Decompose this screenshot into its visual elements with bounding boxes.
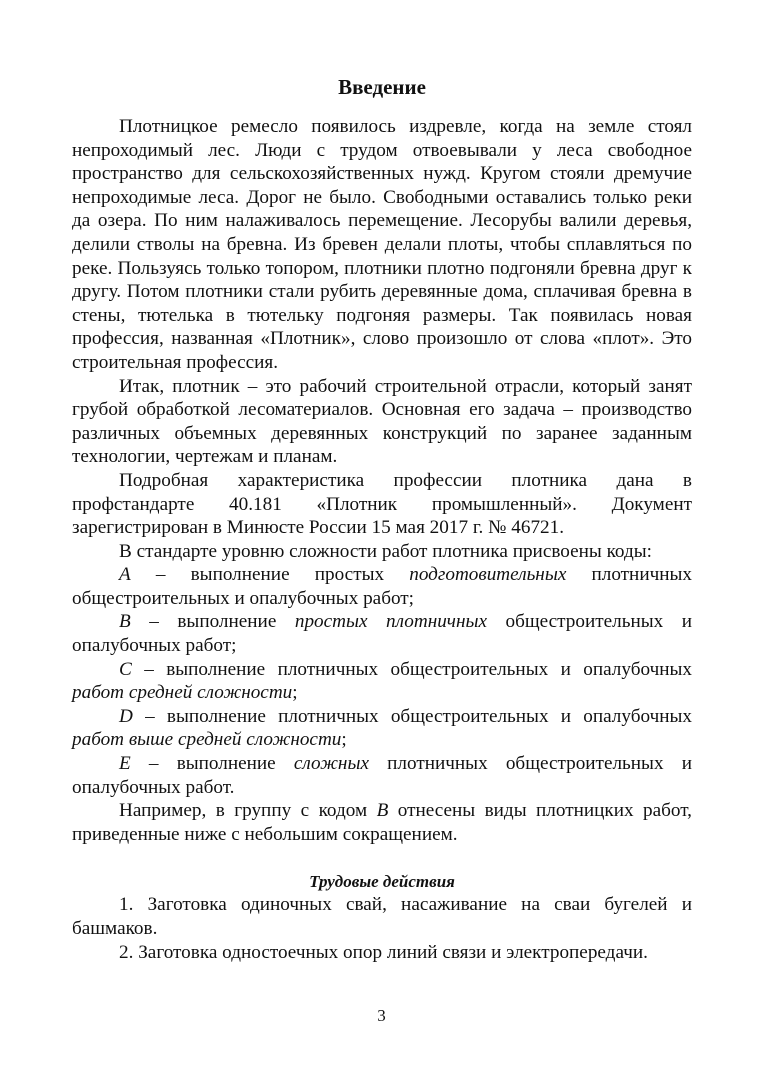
code-emphasis: сложных bbox=[293, 753, 369, 775]
example-letter: B bbox=[376, 800, 389, 822]
example-text: Например, в группу с кодом bbox=[119, 800, 377, 822]
code-item-b bbox=[72, 610, 692, 657]
code-text: – выполнение bbox=[130, 753, 294, 775]
section-subheading: Трудовые действия bbox=[309, 872, 455, 892]
action-item-1: 1. Заготовка одиночных свай, насаживание на сваи бугелей и башмаков. bbox=[72, 894, 692, 939]
paragraph-codes-intro: В стандарте уровню сложности работ плотника присвоены коды: bbox=[119, 540, 652, 562]
body-text bbox=[72, 115, 692, 964]
code-letter: D bbox=[119, 705, 133, 727]
code-text: – выполнение простых bbox=[130, 564, 410, 586]
code-text: – выполнение плотничных общестроительных и опалубочных bbox=[132, 705, 692, 727]
code-text: – выполнение bbox=[130, 611, 295, 633]
paragraph-standard: Подробная характеристика профессии плотника дана в профстандарте 40.181 «Плотник промышленный». Документ зарегистрирован в Минюсте России 15 мая 2017 г. № 46721. bbox=[72, 469, 692, 539]
paragraph-example bbox=[72, 799, 692, 846]
code-letter: E bbox=[119, 753, 131, 775]
code-emphasis: подготовительных bbox=[409, 564, 567, 586]
code-text: общестроительных и опалубочных работ; bbox=[72, 611, 692, 657]
code-text: плотничных общестроительных и опалубочных работ; bbox=[72, 564, 693, 609]
code-text: ; bbox=[292, 682, 298, 704]
paragraph-history: Плотницкое ремесло появилось издревле, когда на земле стоял непроходимый лес. Люди с трудом отвоевывали у леса свободное пространство для сельскохозяйственных нужд. Кругом стояли дремучие непроходимые леса. Дорог не было. Свободными оставались только реки да озера. По ним налаживалось перемещение. Лесорубы валили деревья, делили стволы на бревна. Из бревен делали плоты, чтобы сплавляться по реке. Пользуясь только топором, плотники плотно подгоняли бревна друг к другу. Потом плотники стали рубить деревянные дома, сплачивая бревна в стены, тютелька в тютельку подгоняя размеры. Так появилась новая профессия, названная «Плотник», слово произошло от слова «плот». Это строительная профессия. bbox=[72, 116, 692, 373]
code-text: – выполнение плотничных общестроительных и опалубочных bbox=[131, 658, 692, 680]
code-item-a bbox=[72, 563, 692, 610]
code-item-e bbox=[72, 752, 692, 799]
code-text: плотничных общестроительных и опалубочных работ. bbox=[72, 753, 692, 798]
action-item-2: 2. Заготовка одностоечных опор линий связи и электропередачи. bbox=[119, 941, 648, 963]
code-letter: B bbox=[119, 611, 131, 633]
code-letter: A bbox=[119, 564, 131, 586]
code-emphasis: работ выше средней сложности bbox=[72, 729, 342, 751]
page-title: Введение bbox=[338, 75, 426, 99]
example-text: отнесены виды плотницких работ, приведенные ниже с небольшим сокращением. bbox=[72, 800, 692, 845]
code-emphasis: простых плотничных bbox=[294, 611, 487, 633]
code-text: ; bbox=[341, 729, 347, 751]
code-letter: C bbox=[119, 658, 132, 680]
code-item-d bbox=[72, 705, 692, 752]
page-number: 3 bbox=[377, 1006, 386, 1025]
paragraph-definition: Итак, плотник – это рабочий строительной отрасли, который занят грубой обработкой лесоматериалов. Основная его задача – производство различных объемных деревянных конструкций по заранее заданным технологии, чертежам и планам. bbox=[72, 375, 692, 468]
code-item-c bbox=[72, 658, 692, 705]
code-emphasis: работ средней сложности bbox=[72, 682, 293, 704]
